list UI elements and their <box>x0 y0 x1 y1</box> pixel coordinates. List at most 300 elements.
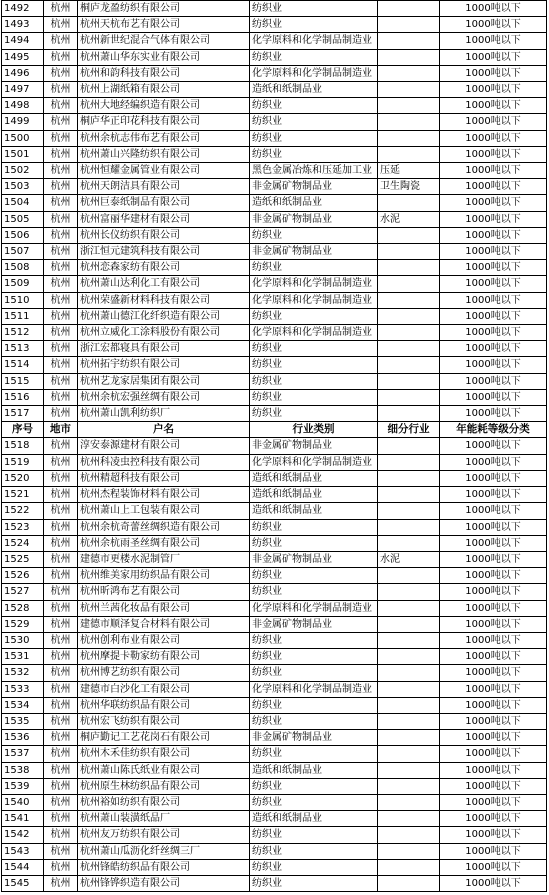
company-name-cell: 浙江宏都寝具有限公司 <box>78 341 250 357</box>
energy-grade-cell: 1000吨以下 <box>440 730 547 746</box>
industry-category-cell: 纺织业 <box>250 649 378 665</box>
industry-category-cell: 纺织业 <box>250 146 378 162</box>
company-name-cell: 杭州萧山德江化纤织造有限公司 <box>78 308 250 324</box>
company-name-cell: 杭州锋皓纺织品有限公司 <box>78 859 250 875</box>
table-row <box>2 762 547 778</box>
industry-category-cell: 纺织业 <box>250 49 378 65</box>
sub-industry-cell <box>378 713 440 729</box>
city-cell: 杭州 <box>44 730 78 746</box>
energy-grade-cell: 1000吨以下 <box>440 827 547 843</box>
sub-industry-cell <box>378 503 440 519</box>
table-row <box>2 632 547 648</box>
city-cell: 杭州 <box>44 308 78 324</box>
industry-category-cell: 纺织业 <box>250 843 378 859</box>
energy-grade-cell: 1000吨以下 <box>440 697 547 713</box>
serial-number-cell: 1538 <box>2 762 44 778</box>
energy-grade-cell: 1000吨以下 <box>440 778 547 794</box>
serial-number-cell: 1500 <box>2 130 44 146</box>
energy-grade-cell: 1000吨以下 <box>440 244 547 260</box>
serial-number-cell: 1532 <box>2 665 44 681</box>
company-name-cell: 杭州萧山装潢纸品厂 <box>78 811 250 827</box>
energy-grade-cell: 1000吨以下 <box>440 163 547 179</box>
company-name-cell: 杭州昕鸿布艺有限公司 <box>78 584 250 600</box>
table-row <box>2 811 547 827</box>
table-row <box>2 146 547 162</box>
table-row <box>2 195 547 211</box>
industry-category-cell: 纺织业 <box>250 568 378 584</box>
sub-industry-cell <box>378 649 440 665</box>
company-name-cell: 杭州杰程装饰材料有限公司 <box>78 487 250 503</box>
energy-grade-cell: 1000吨以下 <box>440 535 547 551</box>
company-name-cell: 杭州余杭雨圣丝绸有限公司 <box>78 535 250 551</box>
industry-category-cell: 纺织业 <box>250 827 378 843</box>
table-row <box>2 65 547 81</box>
table-row <box>2 1 547 17</box>
company-name-cell: 杭州萧山陈氏纸业有限公司 <box>78 762 250 778</box>
sub-industry-cell <box>378 827 440 843</box>
table-header-row <box>2 422 547 438</box>
industry-category-cell: 化学原料和化学制品制造业 <box>250 681 378 697</box>
table-row <box>2 746 547 762</box>
city-cell: 杭州 <box>44 681 78 697</box>
industry-category-cell: 纺织业 <box>250 308 378 324</box>
sub-industry-cell <box>378 227 440 243</box>
energy-grade-cell: 1000吨以下 <box>440 568 547 584</box>
serial-number-cell: 1506 <box>2 227 44 243</box>
sub-industry-cell <box>378 406 440 422</box>
city-cell: 杭州 <box>44 244 78 260</box>
table-row <box>2 82 547 98</box>
serial-number-cell: 1511 <box>2 308 44 324</box>
serial-number-cell: 1508 <box>2 260 44 276</box>
company-name-cell: 杭州摩提卡勒家纺有限公司 <box>78 649 250 665</box>
table-row <box>2 406 547 422</box>
industry-category-cell: 黑色金属冶炼和压延加工业 <box>250 163 378 179</box>
city-cell: 杭州 <box>44 875 78 891</box>
energy-grade-cell: 1000吨以下 <box>440 438 547 454</box>
sub-industry-cell: 压延 <box>378 163 440 179</box>
energy-grade-cell: 1000吨以下 <box>440 551 547 567</box>
serial-number-cell: 1530 <box>2 632 44 648</box>
serial-number-cell: 1493 <box>2 17 44 33</box>
city-cell: 杭州 <box>44 649 78 665</box>
city-cell: 杭州 <box>44 17 78 33</box>
header-sub-industry: 细分行业 <box>378 422 440 438</box>
serial-number-cell: 1510 <box>2 292 44 308</box>
serial-number-cell: 1523 <box>2 519 44 535</box>
company-name-cell: 杭州艺龙家居集团有限公司 <box>78 373 250 389</box>
company-name-cell: 浙江恒元建筑科技有限公司 <box>78 244 250 260</box>
industry-category-cell: 纺织业 <box>250 341 378 357</box>
city-cell: 杭州 <box>44 600 78 616</box>
table-row <box>2 875 547 891</box>
energy-grade-cell: 1000吨以下 <box>440 406 547 422</box>
table-row <box>2 292 547 308</box>
sub-industry-cell <box>378 487 440 503</box>
city-cell: 杭州 <box>44 584 78 600</box>
energy-grade-cell: 1000吨以下 <box>440 357 547 373</box>
industry-category-cell: 纺织业 <box>250 227 378 243</box>
serial-number-cell: 1525 <box>2 551 44 567</box>
city-cell: 杭州 <box>44 811 78 827</box>
industry-category-cell: 造纸和纸制品业 <box>250 762 378 778</box>
company-name-cell: 淳安泰源建材有限公司 <box>78 438 250 454</box>
table-row <box>2 649 547 665</box>
city-cell: 杭州 <box>44 98 78 114</box>
sub-industry-cell <box>378 357 440 373</box>
industry-category-cell: 化学原料和化学制品制造业 <box>250 276 378 292</box>
industry-category-cell: 造纸和纸制品业 <box>250 503 378 519</box>
industry-category-cell: 纺织业 <box>250 778 378 794</box>
energy-grade-cell: 1000吨以下 <box>440 211 547 227</box>
table-row <box>2 454 547 470</box>
company-name-cell: 杭州原生林纺织品有限公司 <box>78 778 250 794</box>
energy-grade-cell: 1000吨以下 <box>440 584 547 600</box>
table-row <box>2 843 547 859</box>
table-row <box>2 503 547 519</box>
energy-grade-cell: 1000吨以下 <box>440 195 547 211</box>
sub-industry-cell <box>378 260 440 276</box>
company-name-cell: 桐庐勤记工艺花岗石有限公司 <box>78 730 250 746</box>
table-row <box>2 179 547 195</box>
company-name-cell: 杭州拓宇纺织有限公司 <box>78 357 250 373</box>
industry-category-cell: 纺织业 <box>250 406 378 422</box>
serial-number-cell: 1545 <box>2 875 44 891</box>
sub-industry-cell <box>378 697 440 713</box>
energy-grade-cell: 1000吨以下 <box>440 179 547 195</box>
industry-category-cell: 纺织业 <box>250 713 378 729</box>
company-name-cell: 杭州萧山瓜沥化纤丝绸三厂 <box>78 843 250 859</box>
city-cell: 杭州 <box>44 665 78 681</box>
industry-category-cell: 化学原料和化学制品制造业 <box>250 454 378 470</box>
serial-number-cell: 1535 <box>2 713 44 729</box>
city-cell: 杭州 <box>44 697 78 713</box>
energy-grade-cell: 1000吨以下 <box>440 794 547 810</box>
sub-industry-cell <box>378 616 440 632</box>
city-cell: 杭州 <box>44 341 78 357</box>
industry-category-cell: 化学原料和化学制品制造业 <box>250 292 378 308</box>
serial-number-cell: 1544 <box>2 859 44 875</box>
serial-number-cell: 1522 <box>2 503 44 519</box>
industry-category-cell: 非金属矿物制品业 <box>250 438 378 454</box>
industry-category-cell: 非金属矿物制品业 <box>250 730 378 746</box>
energy-grade-cell: 1000吨以下 <box>440 325 547 341</box>
energy-grade-cell: 1000吨以下 <box>440 389 547 405</box>
serial-number-cell: 1519 <box>2 454 44 470</box>
sub-industry-cell <box>378 49 440 65</box>
company-name-cell: 杭州萧山华东实业有限公司 <box>78 49 250 65</box>
sub-industry-cell <box>378 98 440 114</box>
city-cell: 杭州 <box>44 389 78 405</box>
city-cell: 杭州 <box>44 616 78 632</box>
serial-number-cell: 1505 <box>2 211 44 227</box>
city-cell: 杭州 <box>44 454 78 470</box>
table-row <box>2 616 547 632</box>
city-cell: 杭州 <box>44 487 78 503</box>
city-cell: 杭州 <box>44 130 78 146</box>
industry-category-cell: 纺织业 <box>250 1 378 17</box>
industry-category-cell: 纺织业 <box>250 357 378 373</box>
industry-category-cell: 纺织业 <box>250 535 378 551</box>
table-row <box>2 325 547 341</box>
serial-number-cell: 1495 <box>2 49 44 65</box>
sub-industry-cell <box>378 244 440 260</box>
serial-number-cell: 1533 <box>2 681 44 697</box>
sub-industry-cell <box>378 681 440 697</box>
energy-grade-cell: 1000吨以下 <box>440 130 547 146</box>
table-row <box>2 827 547 843</box>
sub-industry-cell <box>378 632 440 648</box>
city-cell: 杭州 <box>44 146 78 162</box>
company-name-cell: 杭州立威化工涂料股份有限公司 <box>78 325 250 341</box>
sub-industry-cell <box>378 875 440 891</box>
energy-grade-cell: 1000吨以下 <box>440 503 547 519</box>
sub-industry-cell <box>378 568 440 584</box>
energy-grade-cell: 1000吨以下 <box>440 82 547 98</box>
city-cell: 杭州 <box>44 470 78 486</box>
table-row <box>2 308 547 324</box>
company-name-cell: 杭州裕如纺织有限公司 <box>78 794 250 810</box>
city-cell: 杭州 <box>44 260 78 276</box>
serial-number-cell: 1518 <box>2 438 44 454</box>
company-name-cell: 杭州宏飞纺织有限公司 <box>78 713 250 729</box>
sub-industry-cell: 水泥 <box>378 211 440 227</box>
energy-grade-cell: 1000吨以下 <box>440 17 547 33</box>
table-header-row-group <box>2 422 547 438</box>
industry-category-cell: 非金属矿物制品业 <box>250 616 378 632</box>
serial-number-cell: 1529 <box>2 616 44 632</box>
serial-number-cell: 1531 <box>2 649 44 665</box>
table-row <box>2 551 547 567</box>
serial-number-cell: 1504 <box>2 195 44 211</box>
energy-grade-cell: 1000吨以下 <box>440 681 547 697</box>
serial-number-cell: 1520 <box>2 470 44 486</box>
serial-number-cell: 1516 <box>2 389 44 405</box>
city-cell: 杭州 <box>44 503 78 519</box>
company-name-cell: 杭州新世纪混合气体有限公司 <box>78 33 250 49</box>
header-serial-number: 序号 <box>2 422 44 438</box>
table-row <box>2 114 547 130</box>
sub-industry-cell <box>378 584 440 600</box>
industry-category-cell: 纺织业 <box>250 632 378 648</box>
industry-category-cell: 化学原料和化学制品制造业 <box>250 65 378 81</box>
energy-grade-cell: 1000吨以下 <box>440 227 547 243</box>
industry-category-cell: 非金属矿物制品业 <box>250 551 378 567</box>
city-cell: 杭州 <box>44 49 78 65</box>
table-row <box>2 519 547 535</box>
company-name-cell: 杭州锋铧织造有限公司 <box>78 875 250 891</box>
city-cell: 杭州 <box>44 179 78 195</box>
energy-grade-cell: 1000吨以下 <box>440 762 547 778</box>
serial-number-cell: 1499 <box>2 114 44 130</box>
energy-grade-cell: 1000吨以下 <box>440 454 547 470</box>
sub-industry-cell <box>378 373 440 389</box>
city-cell: 杭州 <box>44 65 78 81</box>
sub-industry-cell <box>378 325 440 341</box>
city-cell: 杭州 <box>44 438 78 454</box>
table-row <box>2 98 547 114</box>
company-name-cell: 杭州大地经编织造有限公司 <box>78 98 250 114</box>
serial-number-cell: 1494 <box>2 33 44 49</box>
industry-category-cell: 纺织业 <box>250 130 378 146</box>
city-cell: 杭州 <box>44 406 78 422</box>
energy-grade-cell: 1000吨以下 <box>440 746 547 762</box>
city-cell: 杭州 <box>44 794 78 810</box>
table-row <box>2 49 547 65</box>
serial-number-cell: 1543 <box>2 843 44 859</box>
industry-category-cell: 化学原料和化学制品制造业 <box>250 325 378 341</box>
industry-category-cell: 纺织业 <box>250 794 378 810</box>
company-name-cell: 杭州恋森家纺有限公司 <box>78 260 250 276</box>
city-cell: 杭州 <box>44 373 78 389</box>
company-name-cell: 杭州科凌虫控科技有限公司 <box>78 454 250 470</box>
industry-category-cell: 纺织业 <box>250 665 378 681</box>
energy-grade-cell: 1000吨以下 <box>440 713 547 729</box>
company-name-cell: 杭州天杭布艺有限公司 <box>78 17 250 33</box>
header-industry-category: 行业类别 <box>250 422 378 438</box>
serial-number-cell: 1524 <box>2 535 44 551</box>
energy-grade-cell: 1000吨以下 <box>440 649 547 665</box>
city-cell: 杭州 <box>44 827 78 843</box>
company-name-cell: 杭州和韵科技有限公司 <box>78 65 250 81</box>
city-cell: 杭州 <box>44 33 78 49</box>
sub-industry-cell <box>378 794 440 810</box>
sub-industry-cell <box>378 519 440 535</box>
energy-grade-cell: 1000吨以下 <box>440 519 547 535</box>
sub-industry-cell <box>378 1 440 17</box>
sub-industry-cell <box>378 146 440 162</box>
energy-grade-cell: 1000吨以下 <box>440 811 547 827</box>
city-cell: 杭州 <box>44 325 78 341</box>
city-cell: 杭州 <box>44 227 78 243</box>
sub-industry-cell <box>378 389 440 405</box>
company-name-cell: 杭州友万纺织有限公司 <box>78 827 250 843</box>
serial-number-cell: 1534 <box>2 697 44 713</box>
industry-category-cell: 造纸和纸制品业 <box>250 82 378 98</box>
company-name-cell: 杭州富丽华建材有限公司 <box>78 211 250 227</box>
industry-category-cell: 纺织业 <box>250 875 378 891</box>
energy-grade-cell: 1000吨以下 <box>440 665 547 681</box>
sub-industry-cell <box>378 438 440 454</box>
sub-industry-cell <box>378 454 440 470</box>
sub-industry-cell <box>378 195 440 211</box>
city-cell: 杭州 <box>44 163 78 179</box>
industry-category-cell: 纺织业 <box>250 584 378 600</box>
industry-category-cell: 化学原料和化学制品制造业 <box>250 600 378 616</box>
serial-number-cell: 1526 <box>2 568 44 584</box>
company-name-cell: 杭州上湖纸箱有限公司 <box>78 82 250 98</box>
industry-category-cell: 非金属矿物制品业 <box>250 179 378 195</box>
industry-category-cell: 纺织业 <box>250 260 378 276</box>
table-row <box>2 794 547 810</box>
sub-industry-cell <box>378 65 440 81</box>
sub-industry-cell <box>378 778 440 794</box>
sub-industry-cell <box>378 308 440 324</box>
company-name-cell: 建德市白沙化工有限公司 <box>78 681 250 697</box>
energy-grade-cell: 1000吨以下 <box>440 292 547 308</box>
industry-category-cell: 纺织业 <box>250 746 378 762</box>
company-name-cell: 杭州华联纺织品有限公司 <box>78 697 250 713</box>
table-row <box>2 713 547 729</box>
sub-industry-cell <box>378 33 440 49</box>
industry-category-cell: 化学原料和化学制品制造业 <box>250 33 378 49</box>
table-row <box>2 584 547 600</box>
sub-industry-cell <box>378 843 440 859</box>
serial-number-cell: 1514 <box>2 357 44 373</box>
company-name-cell: 杭州维美家用纺织品有限公司 <box>78 568 250 584</box>
energy-grade-cell: 1000吨以下 <box>440 487 547 503</box>
company-name-cell: 杭州余杭志伟布艺有限公司 <box>78 130 250 146</box>
industry-category-cell: 纺织业 <box>250 859 378 875</box>
energy-grade-cell: 1000吨以下 <box>440 308 547 324</box>
industry-category-cell: 纺织业 <box>250 373 378 389</box>
serial-number-cell: 1496 <box>2 65 44 81</box>
table-row <box>2 33 547 49</box>
city-cell: 杭州 <box>44 195 78 211</box>
city-cell: 杭州 <box>44 632 78 648</box>
table-row <box>2 778 547 794</box>
table-row <box>2 357 547 373</box>
energy-grade-cell: 1000吨以下 <box>440 146 547 162</box>
sub-industry-cell <box>378 82 440 98</box>
company-name-cell: 杭州木禾佳纺织有限公司 <box>78 746 250 762</box>
table-row <box>2 730 547 746</box>
serial-number-cell: 1540 <box>2 794 44 810</box>
table-row <box>2 859 547 875</box>
company-name-cell: 杭州长仪纺织有限公司 <box>78 227 250 243</box>
energy-grade-cell: 1000吨以下 <box>440 33 547 49</box>
table-row <box>2 665 547 681</box>
industry-category-cell: 造纸和纸制品业 <box>250 487 378 503</box>
company-name-cell: 杭州萧山达利化工有限公司 <box>78 276 250 292</box>
table-row <box>2 260 547 276</box>
industry-category-cell: 非金属矿物制品业 <box>250 211 378 227</box>
industry-category-cell: 纺织业 <box>250 114 378 130</box>
company-name-cell: 杭州萧山兴隆纺织有限公司 <box>78 146 250 162</box>
table-row <box>2 276 547 292</box>
sub-industry-cell: 水泥 <box>378 551 440 567</box>
company-name-cell: 杭州萧山凯利纺织厂 <box>78 406 250 422</box>
energy-grade-cell: 1000吨以下 <box>440 373 547 389</box>
city-cell: 杭州 <box>44 551 78 567</box>
city-cell: 杭州 <box>44 114 78 130</box>
company-name-cell: 杭州恒耀金属管业有限公司 <box>78 163 250 179</box>
serial-number-cell: 1515 <box>2 373 44 389</box>
sub-industry-cell <box>378 600 440 616</box>
energy-grade-cell: 1000吨以下 <box>440 875 547 891</box>
sub-industry-cell: 卫生陶瓷 <box>378 179 440 195</box>
company-name-cell: 桐庐华正印花科技有限公司 <box>78 114 250 130</box>
company-name-cell: 桐庐龙盈纺织有限公司 <box>78 1 250 17</box>
energy-grade-cell: 1000吨以下 <box>440 65 547 81</box>
enterprise-energy-table <box>1 0 547 892</box>
table-row <box>2 600 547 616</box>
city-cell: 杭州 <box>44 1 78 17</box>
serial-number-cell: 1492 <box>2 1 44 17</box>
sub-industry-cell <box>378 292 440 308</box>
city-cell: 杭州 <box>44 778 78 794</box>
table-row <box>2 438 547 454</box>
city-cell: 杭州 <box>44 859 78 875</box>
serial-number-cell: 1497 <box>2 82 44 98</box>
sub-industry-cell <box>378 470 440 486</box>
city-cell: 杭州 <box>44 713 78 729</box>
table-row <box>2 244 547 260</box>
header-city: 地市 <box>44 422 78 438</box>
company-name-cell: 杭州天朗洁具有限公司 <box>78 179 250 195</box>
company-name-cell: 杭州兰茜化妆品有限公司 <box>78 600 250 616</box>
city-cell: 杭州 <box>44 843 78 859</box>
